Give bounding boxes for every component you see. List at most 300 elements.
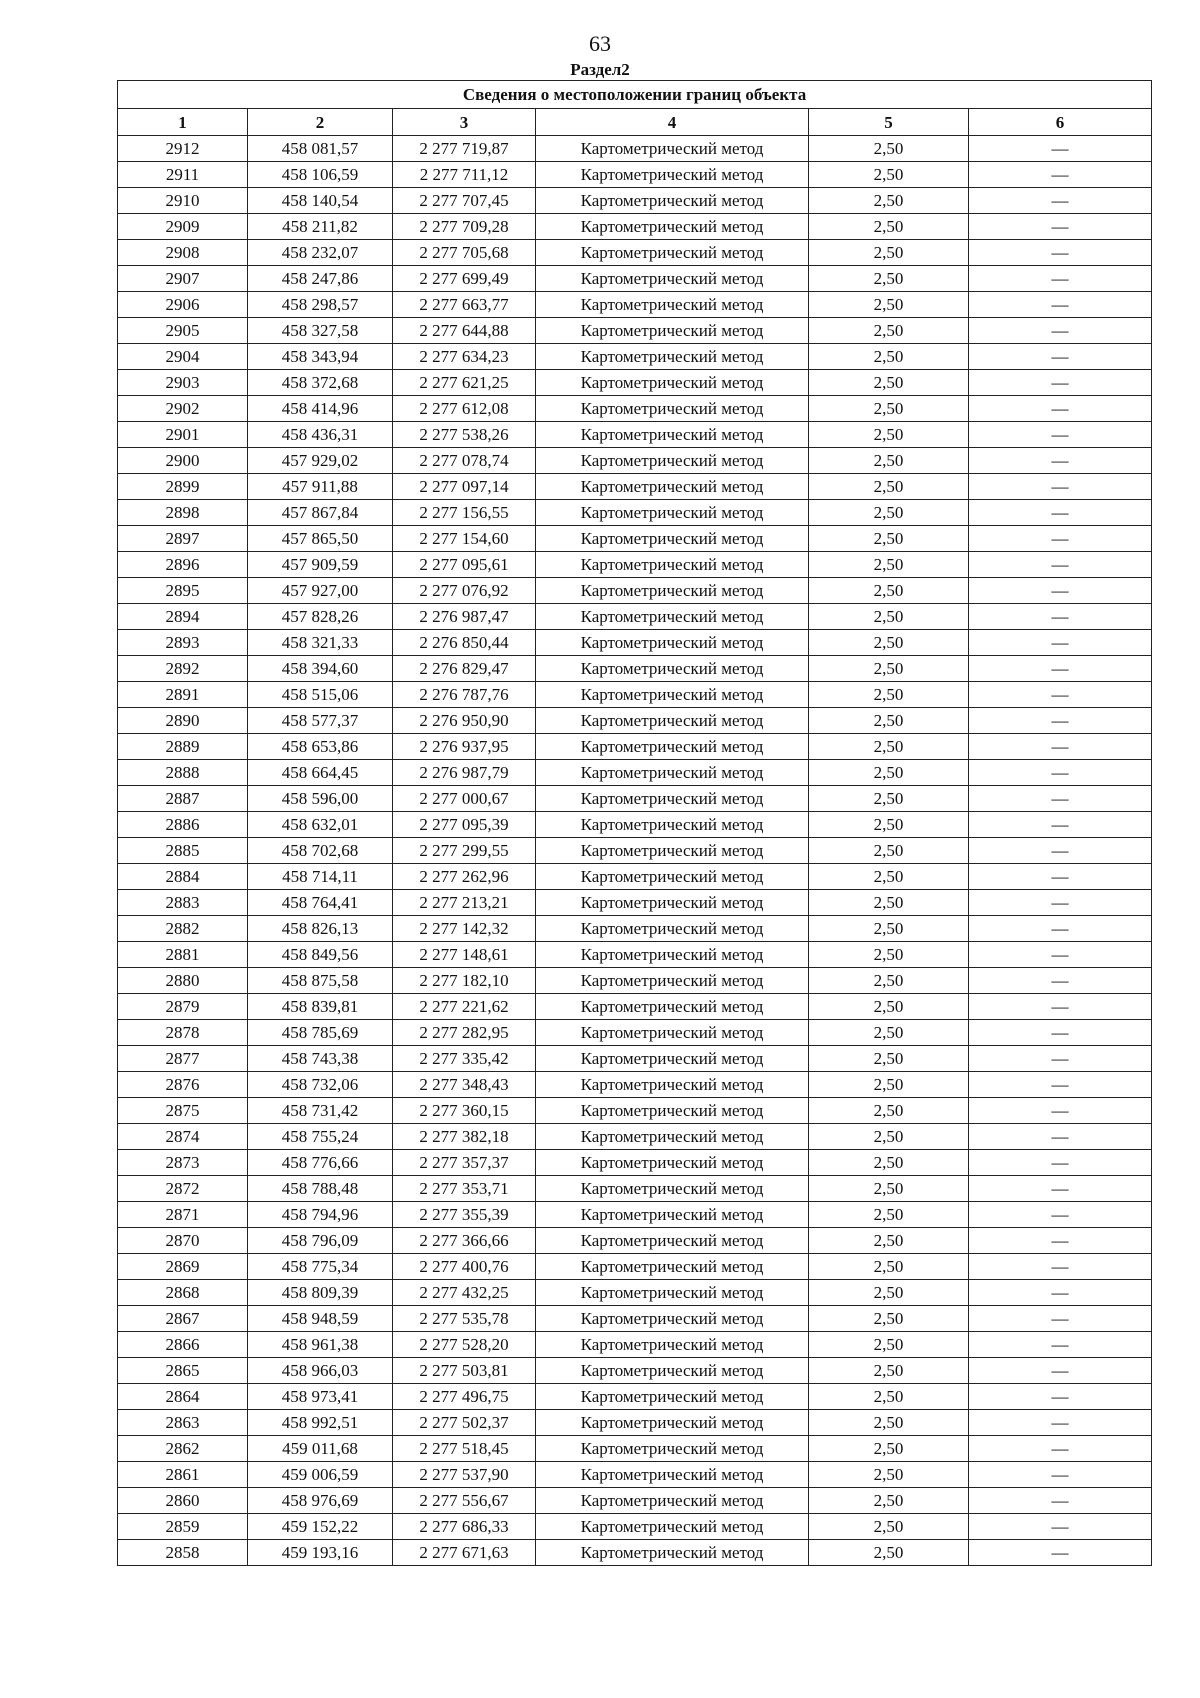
table-row [118, 1462, 1152, 1488]
table-cell: 2 277 353,71 [393, 1176, 536, 1202]
table-row [118, 136, 1152, 162]
table-cell: 458 327,58 [248, 318, 393, 344]
table-cell: 2902 [118, 396, 248, 422]
table-cell: — [969, 214, 1152, 240]
table-cell: — [969, 708, 1152, 734]
table-cell: 2,50 [809, 760, 969, 786]
table-cell: Картометрический метод [536, 760, 809, 786]
table-cell: 458 714,11 [248, 864, 393, 890]
table-cell: 458 664,45 [248, 760, 393, 786]
table-cell: 2 277 686,33 [393, 1514, 536, 1540]
table-cell: — [969, 890, 1152, 916]
table-cell: 2,50 [809, 1410, 969, 1436]
table-cell: 2,50 [809, 682, 969, 708]
table-cell: 2 277 148,61 [393, 942, 536, 968]
table-cell: 2900 [118, 448, 248, 474]
table-cell: 458 973,41 [248, 1384, 393, 1410]
table-row [118, 448, 1152, 474]
table-cell: 2 276 987,79 [393, 760, 536, 786]
table-row [118, 422, 1152, 448]
table-cell: 2 276 937,95 [393, 734, 536, 760]
table-cell: 2,50 [809, 1254, 969, 1280]
table-cell: 2899 [118, 474, 248, 500]
table-cell: 2872 [118, 1176, 248, 1202]
table-cell: — [969, 1462, 1152, 1488]
table-cell: Картометрический метод [536, 812, 809, 838]
table-row [118, 552, 1152, 578]
table-cell: 2876 [118, 1072, 248, 1098]
table-cell: Картометрический метод [536, 214, 809, 240]
table-row [118, 942, 1152, 968]
table-row [118, 396, 1152, 422]
table-cell: 2 277 221,62 [393, 994, 536, 1020]
table-cell: 2 277 634,23 [393, 344, 536, 370]
table-row [118, 630, 1152, 656]
table-row [118, 760, 1152, 786]
table-cell: 2890 [118, 708, 248, 734]
table-cell: Картометрический метод [536, 370, 809, 396]
table-row [118, 1280, 1152, 1306]
table-cell: 2875 [118, 1098, 248, 1124]
table-cell: — [969, 1306, 1152, 1332]
table-caption-row [118, 81, 1152, 109]
table-cell: 458 372,68 [248, 370, 393, 396]
table-cell: — [969, 1332, 1152, 1358]
table-cell: 458 785,69 [248, 1020, 393, 1046]
table-cell: 458 106,59 [248, 162, 393, 188]
table-row [118, 1254, 1152, 1280]
table-cell: Картометрический метод [536, 500, 809, 526]
table-cell: 458 394,60 [248, 656, 393, 682]
table-row [118, 1332, 1152, 1358]
table-cell: 2,50 [809, 1046, 969, 1072]
table-cell: 2,50 [809, 1280, 969, 1306]
table-cell: 458 755,24 [248, 1124, 393, 1150]
table-cell: Картометрический метод [536, 734, 809, 760]
table-cell: 2,50 [809, 994, 969, 1020]
table-cell: — [969, 136, 1152, 162]
table-cell: 2,50 [809, 1332, 969, 1358]
table-cell: 2,50 [809, 396, 969, 422]
table-cell: 2,50 [809, 578, 969, 604]
table-cell: Картометрический метод [536, 136, 809, 162]
table-cell: — [969, 812, 1152, 838]
table-cell: 2,50 [809, 136, 969, 162]
table-row [118, 708, 1152, 734]
table-cell: 2888 [118, 760, 248, 786]
table-row [118, 864, 1152, 890]
table-cell: 458 794,96 [248, 1202, 393, 1228]
table-cell: 2906 [118, 292, 248, 318]
table-cell: Картометрический метод [536, 240, 809, 266]
table-row [118, 1228, 1152, 1254]
table-cell: 458 298,57 [248, 292, 393, 318]
column-header: 6 [969, 109, 1152, 136]
table-cell: — [969, 370, 1152, 396]
table-row [118, 916, 1152, 942]
table-cell: 458 140,54 [248, 188, 393, 214]
table-cell: Картометрический метод [536, 968, 809, 994]
table-cell: 2 276 850,44 [393, 630, 536, 656]
table-cell: 458 839,81 [248, 994, 393, 1020]
table-cell: 2 277 707,45 [393, 188, 536, 214]
table-cell: 2883 [118, 890, 248, 916]
table-cell: Картометрический метод [536, 890, 809, 916]
table-cell: — [969, 1358, 1152, 1384]
table-cell: 2,50 [809, 344, 969, 370]
table-cell: 2 277 535,78 [393, 1306, 536, 1332]
table-cell: 457 909,59 [248, 552, 393, 578]
table-cell: 2,50 [809, 1176, 969, 1202]
table-cell: 2 277 299,55 [393, 838, 536, 864]
table-cell: 2887 [118, 786, 248, 812]
table-cell: 2,50 [809, 812, 969, 838]
table-cell: 2 277 156,55 [393, 500, 536, 526]
table-cell: — [969, 656, 1152, 682]
table-cell: 2860 [118, 1488, 248, 1514]
table-cell: 458 826,13 [248, 916, 393, 942]
table-cell: Картометрический метод [536, 916, 809, 942]
table-cell: 2 277 644,88 [393, 318, 536, 344]
table-cell: 2,50 [809, 1098, 969, 1124]
table-cell: 458 809,39 [248, 1280, 393, 1306]
table-cell: 2 276 987,47 [393, 604, 536, 630]
column-header: 1 [118, 109, 248, 136]
table-cell: 2 276 829,47 [393, 656, 536, 682]
table-cell: 2912 [118, 136, 248, 162]
table-cell: Картометрический метод [536, 1254, 809, 1280]
table-cell: 2911 [118, 162, 248, 188]
table-cell: — [969, 1098, 1152, 1124]
table-cell: 2 277 095,61 [393, 552, 536, 578]
table-cell: 2 277 095,39 [393, 812, 536, 838]
table-row [118, 1384, 1152, 1410]
table-cell: 2 277 142,32 [393, 916, 536, 942]
table-row [118, 1150, 1152, 1176]
table-cell: 2,50 [809, 656, 969, 682]
table-cell: 2 277 097,14 [393, 474, 536, 500]
table-caption: Сведения о местоположении границ объекта [118, 81, 1152, 109]
table-cell: — [969, 1072, 1152, 1098]
table-cell: 2,50 [809, 968, 969, 994]
table-cell: — [969, 1150, 1152, 1176]
table-cell: 2,50 [809, 474, 969, 500]
table-cell: 2 277 709,28 [393, 214, 536, 240]
table-cell: 458 776,66 [248, 1150, 393, 1176]
table-cell: 2 277 612,08 [393, 396, 536, 422]
table-cell: 2 277 154,60 [393, 526, 536, 552]
table-cell: 2,50 [809, 422, 969, 448]
table-cell: Картометрический метод [536, 344, 809, 370]
table-cell: 458 796,09 [248, 1228, 393, 1254]
table-cell: 2 277 366,66 [393, 1228, 536, 1254]
table-cell: 2,50 [809, 1124, 969, 1150]
table-cell: Картометрический метод [536, 786, 809, 812]
table-cell: 2867 [118, 1306, 248, 1332]
table-cell: Картометрический метод [536, 1436, 809, 1462]
table-cell: 458 232,07 [248, 240, 393, 266]
table-cell: 2862 [118, 1436, 248, 1462]
table-cell: 2882 [118, 916, 248, 942]
table-cell: Картометрический метод [536, 630, 809, 656]
table-cell: 2,50 [809, 838, 969, 864]
table-row [118, 188, 1152, 214]
column-header: 5 [809, 109, 969, 136]
table-cell: 2,50 [809, 734, 969, 760]
table-cell: — [969, 1254, 1152, 1280]
table-cell: — [969, 994, 1152, 1020]
table-cell: 2,50 [809, 500, 969, 526]
table-cell: 2,50 [809, 630, 969, 656]
table-cell: 2870 [118, 1228, 248, 1254]
table-cell: 2,50 [809, 292, 969, 318]
table-cell: 458 436,31 [248, 422, 393, 448]
table-cell: — [969, 1436, 1152, 1462]
table-cell: — [969, 630, 1152, 656]
table-cell: Картометрический метод [536, 318, 809, 344]
table-cell: 2865 [118, 1358, 248, 1384]
table-cell: 2,50 [809, 1488, 969, 1514]
table-row [118, 370, 1152, 396]
table-cell: — [969, 1046, 1152, 1072]
column-header: 3 [393, 109, 536, 136]
table-cell: 2 277 537,90 [393, 1462, 536, 1488]
table-cell: 2889 [118, 734, 248, 760]
table-cell: — [969, 1020, 1152, 1046]
table-cell: 2863 [118, 1410, 248, 1436]
table-cell: 2,50 [809, 864, 969, 890]
table-cell: 2868 [118, 1280, 248, 1306]
section-title: Раздел2 [570, 60, 630, 79]
table-cell: 2 277 282,95 [393, 1020, 536, 1046]
table-cell: 2 277 502,37 [393, 1410, 536, 1436]
table-cell: 458 515,06 [248, 682, 393, 708]
table-cell: 2 276 950,90 [393, 708, 536, 734]
table-cell: Картометрический метод [536, 994, 809, 1020]
table-row [118, 1124, 1152, 1150]
table-cell: 2907 [118, 266, 248, 292]
table-cell: 457 927,00 [248, 578, 393, 604]
table-cell: — [969, 1540, 1152, 1566]
table-row [118, 318, 1152, 344]
table-cell: 2864 [118, 1384, 248, 1410]
table-cell: 458 596,00 [248, 786, 393, 812]
table-cell: Картометрический метод [536, 1124, 809, 1150]
table-cell: — [969, 1488, 1152, 1514]
table-cell: — [969, 552, 1152, 578]
table-cell: 2,50 [809, 1306, 969, 1332]
table-cell: 2 277 348,43 [393, 1072, 536, 1098]
table-cell: Картометрический метод [536, 1228, 809, 1254]
table-cell: 2908 [118, 240, 248, 266]
table-row [118, 292, 1152, 318]
table-cell: 2894 [118, 604, 248, 630]
table-row [118, 838, 1152, 864]
table-cell: Картометрический метод [536, 266, 809, 292]
table-cell: 458 414,96 [248, 396, 393, 422]
table-cell: 2901 [118, 422, 248, 448]
table-cell: 2 277 663,77 [393, 292, 536, 318]
table-cell: 2892 [118, 656, 248, 682]
table-cell: — [969, 1176, 1152, 1202]
table-cell: 2910 [118, 188, 248, 214]
table-cell: 2884 [118, 864, 248, 890]
column-header: 4 [536, 109, 809, 136]
table-body [118, 136, 1152, 1566]
table-cell: Картометрический метод [536, 604, 809, 630]
table-cell: — [969, 188, 1152, 214]
table-cell: 2 277 711,12 [393, 162, 536, 188]
table-cell: 2,50 [809, 240, 969, 266]
table-cell: Картометрический метод [536, 838, 809, 864]
table-cell: Картометрический метод [536, 1306, 809, 1332]
table-cell: 2 277 496,75 [393, 1384, 536, 1410]
table-cell: 458 875,58 [248, 968, 393, 994]
table-row [118, 240, 1152, 266]
table-cell: Картометрический метод [536, 1072, 809, 1098]
table-cell: 2 277 699,49 [393, 266, 536, 292]
table-cell: 2,50 [809, 448, 969, 474]
table-row [118, 968, 1152, 994]
table-row [118, 500, 1152, 526]
table-cell: 2909 [118, 214, 248, 240]
table-cell: 2 277 357,37 [393, 1150, 536, 1176]
page-number: 63 [589, 31, 611, 56]
table-cell: 2 277 076,92 [393, 578, 536, 604]
table-cell: 2,50 [809, 214, 969, 240]
table-cell: — [969, 266, 1152, 292]
table-cell: 2 277 671,63 [393, 1540, 536, 1566]
table-cell: 459 152,22 [248, 1514, 393, 1540]
table-row [118, 656, 1152, 682]
table-row [118, 682, 1152, 708]
table-cell: — [969, 604, 1152, 630]
table-cell: — [969, 1202, 1152, 1228]
table-cell: — [969, 1124, 1152, 1150]
table-cell: 2 277 518,45 [393, 1436, 536, 1462]
table-cell: 2885 [118, 838, 248, 864]
table-cell: — [969, 526, 1152, 552]
column-number-row [118, 109, 1152, 136]
table-cell: 2,50 [809, 786, 969, 812]
table-cell: 459 011,68 [248, 1436, 393, 1462]
table-cell: 2,50 [809, 1150, 969, 1176]
table-cell: Картометрический метод [536, 448, 809, 474]
table-cell: 2 276 787,76 [393, 682, 536, 708]
table-cell: 2,50 [809, 370, 969, 396]
table-cell: Картометрический метод [536, 1020, 809, 1046]
table-cell: 2 277 213,21 [393, 890, 536, 916]
table-cell: — [969, 500, 1152, 526]
table-cell: 2879 [118, 994, 248, 1020]
table-cell: 2877 [118, 1046, 248, 1072]
table-cell: 2 277 000,67 [393, 786, 536, 812]
table-row [118, 1072, 1152, 1098]
table-cell: Картометрический метод [536, 162, 809, 188]
table-cell: Картометрический метод [536, 552, 809, 578]
table-row [118, 1202, 1152, 1228]
table-cell: 459 006,59 [248, 1462, 393, 1488]
table-cell: Картометрический метод [536, 1488, 809, 1514]
table-cell: 458 743,38 [248, 1046, 393, 1072]
table-cell: 2,50 [809, 708, 969, 734]
table-cell: 458 211,82 [248, 214, 393, 240]
table-cell: 2,50 [809, 188, 969, 214]
column-header: 2 [248, 109, 393, 136]
table-cell: Картометрический метод [536, 578, 809, 604]
table-cell: 457 929,02 [248, 448, 393, 474]
table-cell: Картометрический метод [536, 942, 809, 968]
table-cell: 2,50 [809, 1462, 969, 1488]
table-cell: Картометрический метод [536, 188, 809, 214]
table-cell: 458 775,34 [248, 1254, 393, 1280]
table-cell: 2,50 [809, 1514, 969, 1540]
table-cell: 2,50 [809, 552, 969, 578]
table-cell: 2873 [118, 1150, 248, 1176]
table-cell: 2,50 [809, 1436, 969, 1462]
table-cell: 457 828,26 [248, 604, 393, 630]
table-row [118, 812, 1152, 838]
table-cell: 2,50 [809, 1358, 969, 1384]
table-cell: Картометрический метод [536, 1332, 809, 1358]
table-cell: 2 277 556,67 [393, 1488, 536, 1514]
table-cell: Картометрический метод [536, 474, 809, 500]
table-cell: Картометрический метод [536, 1280, 809, 1306]
table-cell: 458 577,37 [248, 708, 393, 734]
table-cell: 2 277 262,96 [393, 864, 536, 890]
table-cell: 458 764,41 [248, 890, 393, 916]
table-cell: — [969, 864, 1152, 890]
table-cell: Картометрический метод [536, 708, 809, 734]
table-cell: 2897 [118, 526, 248, 552]
table-cell: 2 277 382,18 [393, 1124, 536, 1150]
table-cell: 2,50 [809, 1228, 969, 1254]
table-cell: 458 849,56 [248, 942, 393, 968]
table-cell: — [969, 474, 1152, 500]
table-cell: 458 632,01 [248, 812, 393, 838]
table-cell: 459 193,16 [248, 1540, 393, 1566]
table-cell: 2,50 [809, 942, 969, 968]
table-cell: — [969, 942, 1152, 968]
table-row [118, 266, 1152, 292]
table-row [118, 214, 1152, 240]
table-cell: — [969, 1384, 1152, 1410]
table-cell: Картометрический метод [536, 1150, 809, 1176]
table-cell: — [969, 734, 1152, 760]
table-cell: — [969, 422, 1152, 448]
table-cell: 2 277 360,15 [393, 1098, 536, 1124]
table-cell: 2,50 [809, 604, 969, 630]
table-cell: 458 732,06 [248, 1072, 393, 1098]
boundary-coordinates-table [117, 80, 1152, 1566]
table-cell: 457 867,84 [248, 500, 393, 526]
table-cell: 2858 [118, 1540, 248, 1566]
table-cell: 2861 [118, 1462, 248, 1488]
table-row [118, 1410, 1152, 1436]
table-cell: 2,50 [809, 1020, 969, 1046]
table-cell: 2866 [118, 1332, 248, 1358]
table-row [118, 1020, 1152, 1046]
table-cell: 458 247,86 [248, 266, 393, 292]
table-cell: Картометрический метод [536, 1410, 809, 1436]
table-cell: 2,50 [809, 266, 969, 292]
table-cell: — [969, 1280, 1152, 1306]
table-cell: 2886 [118, 812, 248, 838]
table-row [118, 344, 1152, 370]
table-cell: 458 702,68 [248, 838, 393, 864]
table-cell: 458 948,59 [248, 1306, 393, 1332]
table-row [118, 1098, 1152, 1124]
